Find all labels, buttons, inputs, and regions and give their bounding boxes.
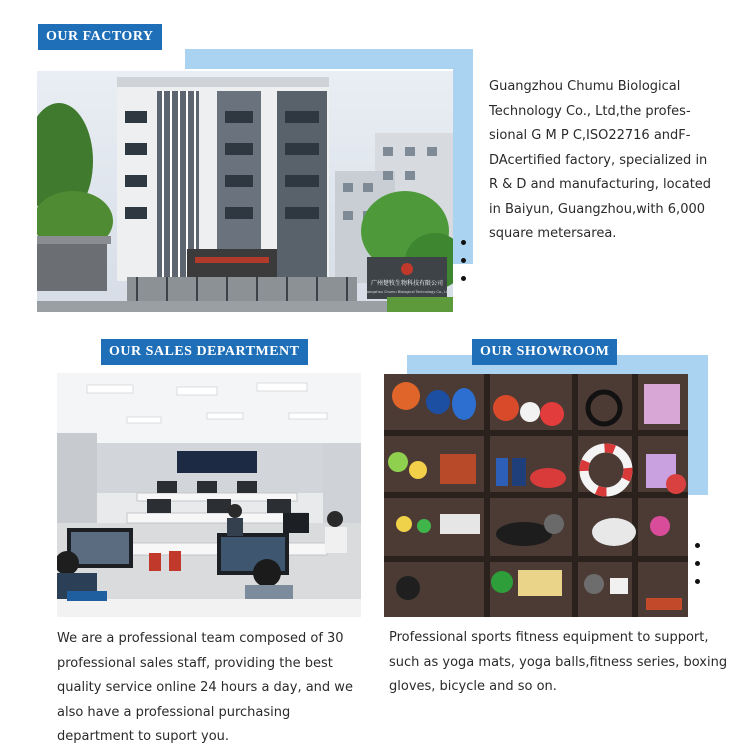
showroom-description: Professional sports fitness equipment to support, such as yoga mats, yoga balls,fitness series, boxing gloves, bicycle and so on. bbox=[389, 630, 728, 695]
factory-description: Guangzhou Chumu Biological Technology Co., Ltd,the profes- sional G M P C,ISO22716 andF- DAcertified factory, specialized in R & D and manufacturing, located in Baiyun, Guangzhou,with 6,000 square metersarea. bbox=[489, 79, 712, 241]
factory-photo bbox=[37, 71, 453, 312]
factory-accent-bar bbox=[185, 49, 473, 69]
showroom-tag: OUR SHOWROOM bbox=[472, 339, 617, 365]
showroom-shelves-illustration bbox=[384, 374, 688, 617]
factory-building-illustration bbox=[37, 71, 453, 312]
showroom-dots-decoration bbox=[695, 543, 701, 597]
sales-office-illustration bbox=[57, 373, 361, 617]
factory-accent-side bbox=[453, 49, 473, 264]
factory-tag: OUR FACTORY bbox=[38, 24, 162, 50]
factory-sign-text: 广州楚牧生物科技有限公司 bbox=[370, 280, 444, 287]
showroom-accent-side bbox=[688, 355, 708, 495]
factory-dots-decoration bbox=[461, 240, 467, 294]
sales-office-photo bbox=[57, 373, 361, 617]
factory-sign-subtext: Guangzhou Chumu Biological Technology Co., Ltd. bbox=[363, 290, 451, 294]
sales-description: We are a professional team composed of 30 professional sales staff, providing the best quality service online 24 hours a day, and we also have a professional purchasing department to suport you. bbox=[57, 631, 353, 745]
showroom-photo bbox=[384, 374, 688, 617]
sales-tag: OUR SALES DEPARTMENT bbox=[101, 339, 308, 365]
